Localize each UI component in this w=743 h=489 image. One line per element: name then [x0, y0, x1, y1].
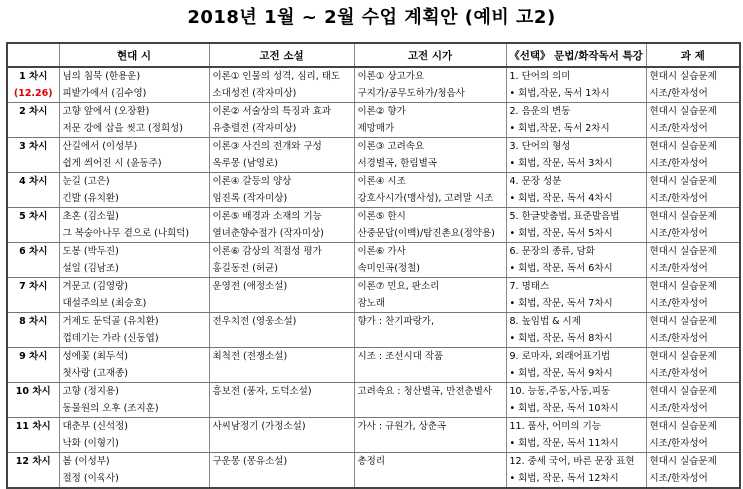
homework-cell-line: 현대시 실습문제 [649, 421, 717, 432]
grammar-cell [506, 138, 646, 173]
homework-cell-line: 시조/한자성어 [649, 263, 708, 274]
classical-novel-cell [209, 103, 354, 138]
grammar-cell-line: • 회법, 작문, 독서 11차시 [509, 438, 619, 449]
session-cell-line: 8 차시 [19, 316, 48, 327]
modern-poetry-cell [59, 418, 209, 453]
classical-verse-cell [354, 278, 506, 313]
modern-poetry-cell-line: 껍데기는 가라 (신동엽) [62, 333, 159, 344]
classical-novel-cell [209, 313, 354, 348]
classical-novel-cell-line: 이론① 인물의 성격, 심리, 태도 [212, 71, 341, 82]
homework-cell [646, 418, 740, 453]
classical-verse-cell [354, 103, 506, 138]
modern-poetry-cell [59, 173, 209, 208]
grammar-cell [506, 453, 646, 489]
session-cell-line [8, 365, 59, 382]
homework-cell-line: 시조/한자성어 [649, 228, 708, 239]
table-row [7, 418, 740, 453]
homework-cell [646, 243, 740, 278]
classical-novel-cell-line: 흥보전 (풍자, 도덕소설) [212, 386, 312, 397]
modern-poetry-cell-line: 낙화 (이형기) [62, 438, 119, 449]
table-row [7, 138, 740, 173]
classical-novel-cell [209, 453, 354, 489]
homework-cell-line: 시조/한자성어 [649, 123, 708, 134]
session-cell [7, 348, 59, 383]
homework-cell-line: 시조/한자성어 [649, 193, 708, 204]
classical-novel-cell-line [210, 435, 354, 452]
homework-cell [646, 138, 740, 173]
classical-novel-cell [209, 348, 354, 383]
session-cell-line [8, 470, 59, 487]
session-cell-line [8, 435, 59, 452]
classical-verse-cell-line: 서경별곡, 한림별곡 [357, 158, 437, 169]
classical-novel-cell-line: 구운몽 (몽유소설) [212, 456, 288, 467]
classical-novel-cell [209, 383, 354, 418]
classical-verse-cell-line: 구지가/공무도하가/청음사 [357, 88, 465, 99]
classical-novel-cell [209, 173, 354, 208]
grammar-cell-line: 11. 품사, 어미의 기능 [509, 421, 601, 432]
homework-cell-line: 시조/한자성어 [649, 473, 708, 484]
table-row [7, 67, 740, 103]
classical-verse-cell-line [355, 470, 506, 487]
table-row [7, 173, 740, 208]
classical-verse-cell-line: 고려속요 : 청산별곡, 만전춘별사 [357, 386, 493, 397]
modern-poetry-cell-line: 대춘부 (신석정) [62, 421, 128, 432]
classical-verse-cell-line: 잠노래 [357, 298, 386, 309]
classical-verse-cell-line: 향가 : 찬기파랑가, [357, 316, 434, 327]
modern-poetry-cell-line: 겨문고 (김영랑) [62, 281, 128, 292]
grammar-cell-line: • 회법,작문, 독서 1차시 [509, 88, 610, 99]
classical-novel-cell [209, 418, 354, 453]
classical-verse-cell-line: 속미인곡(정철) [357, 263, 420, 274]
classical-verse-cell [354, 418, 506, 453]
grammar-cell-line: 2. 음운의 변동 [509, 106, 571, 117]
session-cell-line [8, 155, 59, 172]
classical-novel-cell-line: 이론⑥ 감상의 적절성 평가 [212, 246, 322, 257]
classical-verse-cell-line [355, 435, 506, 452]
classical-verse-cell-line: 제망매가 [357, 123, 395, 134]
modern-poetry-cell-line: 산길에서 (이성부) [62, 141, 138, 152]
classical-novel-cell [209, 278, 354, 313]
table-row [7, 313, 740, 348]
modern-poetry-cell-line: 눈길 (고은) [62, 176, 110, 187]
session-cell [7, 138, 59, 173]
classical-novel-cell-line: 이론③ 사건의 전개와 구성 [212, 141, 322, 152]
classical-verse-cell [354, 453, 506, 489]
homework-cell [646, 348, 740, 383]
session-cell-line: 9 차시 [19, 351, 48, 362]
table-row [7, 348, 740, 383]
session-cell-line: 2 차시 [19, 106, 48, 117]
session-cell-line: 5 차시 [19, 211, 48, 222]
grammar-cell [506, 243, 646, 278]
grammar-cell [506, 208, 646, 243]
session-cell-line: 12 차시 [15, 456, 51, 467]
grammar-cell-line: • 회법, 작문, 독서 4차시 [509, 193, 613, 204]
modern-poetry-cell-line: 동물원의 오후 (조지훈) [62, 403, 159, 414]
grammar-cell-line: 7. 명태스 [509, 281, 550, 292]
classical-novel-cell-line: 홍길동전 (허균) [212, 263, 278, 274]
homework-cell [646, 103, 740, 138]
modern-poetry-cell [59, 138, 209, 173]
modern-poetry-cell-line: 도봉 (박두진) [62, 246, 119, 257]
session-cell-line: (12.26) [13, 88, 53, 99]
classical-novel-cell-line: 열녀춘향수절가 (작자미상) [212, 228, 324, 239]
modern-poetry-cell-line: 긴발 (유치환) [62, 193, 119, 204]
table-row [7, 243, 740, 278]
header-homework: 과 제 [646, 43, 740, 67]
header-grammar-special: 《선택》 문법/화작독서 특강 [506, 43, 646, 67]
modern-poetry-cell [59, 453, 209, 489]
grammar-cell-line: 8. 높임법 & 시제 [509, 316, 581, 327]
grammar-cell [506, 383, 646, 418]
grammar-cell-line: 9. 로마자, 외래어표기법 [509, 351, 611, 362]
classical-novel-cell [209, 243, 354, 278]
grammar-cell [506, 173, 646, 208]
classical-verse-cell-line: 이론⑤ 한시 [357, 211, 406, 222]
homework-cell-line: 시조/한자성어 [649, 158, 708, 169]
header-classical-novel: 고전 소설 [209, 43, 354, 67]
session-cell-line: 3 차시 [19, 141, 48, 152]
classical-verse-cell-line: 산중문답(이백)/탐진촌요(정약용) [357, 228, 495, 239]
homework-cell-line: 시조/한자성어 [649, 403, 708, 414]
modern-poetry-cell-line: 성에꽃 (최두석) [62, 351, 128, 362]
classical-verse-cell-line: 이론⑦ 민요, 판소리 [357, 281, 440, 292]
modern-poetry-cell [59, 313, 209, 348]
homework-cell-line: 현대시 실습문제 [649, 211, 717, 222]
grammar-cell-line: • 회법, 작문, 독서 5차시 [509, 228, 613, 239]
modern-poetry-cell-line: 저문 강에 삽을 씻고 (정희성) [62, 123, 183, 134]
modern-poetry-cell-line: 피밭가에서 (김수영) [62, 88, 147, 99]
modern-poetry-cell [59, 208, 209, 243]
classical-verse-cell-line: 가사 : 규원가, 상춘곡 [357, 421, 447, 432]
session-cell-line [8, 225, 59, 242]
classical-verse-cell [354, 208, 506, 243]
classical-verse-cell [354, 173, 506, 208]
modern-poetry-cell [59, 243, 209, 278]
classical-verse-cell-line: 강호사시가(맹사성), 고려말 시조 [357, 193, 494, 204]
homework-cell-line: 현대시 실습문제 [649, 246, 717, 257]
homework-cell [646, 453, 740, 489]
session-cell-line: 6 차시 [19, 246, 48, 257]
table-row [7, 383, 740, 418]
grammar-cell-line: 3. 단어의 형성 [509, 141, 571, 152]
classical-novel-cell-line: 옥루몽 (남영로) [212, 158, 278, 169]
modern-poetry-cell-line: 고향 (정지용) [62, 386, 119, 397]
homework-cell [646, 383, 740, 418]
modern-poetry-cell [59, 383, 209, 418]
grammar-cell [506, 67, 646, 103]
modern-poetry-cell [59, 103, 209, 138]
session-cell-line: 1 차시 [19, 71, 48, 82]
session-cell-line [8, 120, 59, 137]
modern-poetry-cell-line: 그 복숭아나무 곁으로 (나희덕) [62, 228, 190, 239]
homework-cell-line: 현대시 실습문제 [649, 351, 717, 362]
modern-poetry-cell-line: 절정 (이육사) [62, 473, 119, 484]
header-modern-poetry: 현대 시 [59, 43, 209, 67]
homework-cell-line: 현대시 실습문제 [649, 316, 717, 327]
lesson-plan-table [6, 42, 741, 489]
homework-cell [646, 173, 740, 208]
classical-verse-cell-line: 시조 : 조선시대 작품 [357, 351, 444, 362]
classical-novel-cell-line: 최척전 (전쟁소설) [212, 351, 288, 362]
classical-verse-cell-line [355, 400, 506, 417]
classical-novel-cell-line [210, 400, 354, 417]
grammar-cell-line: 10. 능동,주동,사동,피동 [509, 386, 611, 397]
grammar-cell [506, 103, 646, 138]
classical-novel-cell-line: 전우치전 (영웅소설) [212, 316, 297, 327]
classical-verse-cell [354, 138, 506, 173]
classical-verse-cell-line: 이론③ 고려속요 [357, 141, 425, 152]
classical-verse-cell-line: 이론② 향가 [357, 106, 406, 117]
modern-poetry-cell [59, 278, 209, 313]
classical-novel-cell-line [210, 470, 354, 487]
grammar-cell [506, 348, 646, 383]
session-cell [7, 173, 59, 208]
grammar-cell-line: 1. 단어의 의미 [509, 71, 571, 82]
classical-novel-cell-line: 이론④ 갈등의 양상 [212, 176, 292, 187]
classical-novel-cell-line [210, 365, 354, 382]
classical-verse-cell [354, 313, 506, 348]
homework-cell [646, 278, 740, 313]
classical-novel-cell [209, 67, 354, 103]
homework-cell [646, 208, 740, 243]
header-classical-verse: 고전 시가 [354, 43, 506, 67]
grammar-cell-line: 4. 문장 성분 [509, 176, 562, 187]
grammar-cell-line: • 회법, 작문, 독서 12차시 [509, 473, 619, 484]
classical-verse-cell [354, 67, 506, 103]
classical-novel-cell [209, 208, 354, 243]
grammar-cell-line: 6. 문장의 종류, 담화 [509, 246, 595, 257]
session-cell [7, 243, 59, 278]
classical-novel-cell-line: 소대성전 (작자미상) [212, 88, 297, 99]
grammar-cell [506, 278, 646, 313]
session-cell-line [8, 260, 59, 277]
session-cell-line: 4 차시 [19, 176, 48, 187]
session-cell [7, 313, 59, 348]
session-cell [7, 418, 59, 453]
classical-verse-cell [354, 243, 506, 278]
grammar-cell-line: • 회법, 작문, 독서 7차시 [509, 298, 613, 309]
modern-poetry-cell-line: 거제도 둔덕골 (유치환) [62, 316, 159, 327]
session-cell-line [8, 190, 59, 207]
session-cell-line [8, 400, 59, 417]
classical-verse-cell [354, 348, 506, 383]
grammar-cell-line: 5. 한글맞춤법, 표준발음법 [509, 211, 620, 222]
grammar-cell-line: • 회법,작문, 독서 2차시 [509, 123, 610, 134]
table-row [7, 208, 740, 243]
homework-cell-line: 현대시 실습문제 [649, 141, 717, 152]
homework-cell-line: 시조/한자성어 [649, 368, 708, 379]
classical-novel-cell-line: 운영전 (애정소설) [212, 281, 288, 292]
modern-poetry-cell-line: 님의 침묵 (한용운) [62, 71, 141, 82]
session-cell-line: 11 차시 [15, 421, 51, 432]
homework-cell-line: 현대시 실습문제 [649, 386, 717, 397]
modern-poetry-cell-line: 대설주의보 (최승호) [62, 298, 147, 309]
classical-novel-cell-line: 이론⑤ 배경과 소재의 기능 [212, 211, 322, 222]
table-row [7, 453, 740, 489]
session-cell [7, 383, 59, 418]
classical-verse-cell-line: 이론⑥ 가사 [357, 246, 406, 257]
homework-cell-line: 현대시 실습문제 [649, 106, 717, 117]
session-cell-line [8, 330, 59, 347]
classical-novel-cell-line: 이론② 서술상의 특징과 효과 [212, 106, 332, 117]
session-cell [7, 67, 59, 103]
classical-verse-cell-line [355, 330, 506, 347]
page-title: 2018년 1월 ~ 2월 수업 계획안 (예비 고2) [187, 7, 556, 28]
grammar-cell-line: • 회법, 작문, 독서 3차시 [509, 158, 613, 169]
classical-novel-cell-line: 사씨남정기 (가정소설) [212, 421, 306, 432]
session-cell [7, 103, 59, 138]
session-cell [7, 278, 59, 313]
homework-cell-line: 시조/한자성어 [649, 333, 708, 344]
homework-cell-line: 시조/한자성어 [649, 88, 708, 99]
table-row [7, 278, 740, 313]
grammar-cell-line: • 회법, 작문, 독서 6차시 [509, 263, 613, 274]
homework-cell-line: 현대시 실습문제 [649, 456, 717, 467]
table-header-row [7, 43, 740, 67]
modern-poetry-cell-line: 쉽게 씌어진 시 (윤동주) [62, 158, 162, 169]
homework-cell-line: 시조/한자성어 [649, 438, 708, 449]
grammar-cell [506, 313, 646, 348]
classical-verse-cell-line: 이론④ 시조 [357, 176, 406, 187]
classical-verse-cell [354, 383, 506, 418]
homework-cell [646, 67, 740, 103]
homework-cell-line: 현대시 실습문제 [649, 71, 717, 82]
classical-verse-cell-line: 총정리 [357, 456, 386, 467]
classical-verse-cell-line: 이론① 상고가요 [357, 71, 425, 82]
classical-novel-cell-line: 임진록 (작자미상) [212, 193, 288, 204]
grammar-cell-line: • 회법, 작문, 독서 10차시 [509, 403, 619, 414]
session-cell-line [8, 295, 59, 312]
classical-novel-cell-line [210, 330, 354, 347]
modern-poetry-cell-line: 초혼 (김소월) [62, 211, 119, 222]
grammar-cell-line: • 회법, 작문, 독서 8차시 [509, 333, 613, 344]
table-row [7, 103, 740, 138]
session-cell [7, 453, 59, 489]
classical-novel-cell [209, 138, 354, 173]
header-session [7, 43, 59, 67]
grammar-cell-line: 12. 중세 국어, 바른 문장 표현 [509, 456, 635, 467]
homework-cell-line: 시조/한자성어 [649, 298, 708, 309]
session-cell-line: 7 차시 [19, 281, 48, 292]
grammar-cell-line: • 회법, 작문, 독서 9차시 [509, 368, 613, 379]
modern-poetry-cell-line: 설일 (김남조) [62, 263, 119, 274]
classical-novel-cell-line: 유충렬전 (작자미상) [212, 123, 297, 134]
modern-poetry-cell [59, 67, 209, 103]
modern-poetry-cell [59, 348, 209, 383]
modern-poetry-cell-line: 봄 (이성부) [62, 456, 110, 467]
classical-verse-cell-line [355, 365, 506, 382]
classical-novel-cell-line [210, 295, 354, 312]
grammar-cell [506, 418, 646, 453]
modern-poetry-cell-line: 첫사랑 (고재종) [62, 368, 128, 379]
homework-cell-line: 현대시 실습문제 [649, 281, 717, 292]
homework-cell [646, 313, 740, 348]
homework-cell-line: 현대시 실습문제 [649, 176, 717, 187]
modern-poetry-cell-line: 고향 앞에서 (오장환) [62, 106, 150, 117]
session-cell-line: 10 차시 [15, 386, 51, 397]
session-cell [7, 208, 59, 243]
